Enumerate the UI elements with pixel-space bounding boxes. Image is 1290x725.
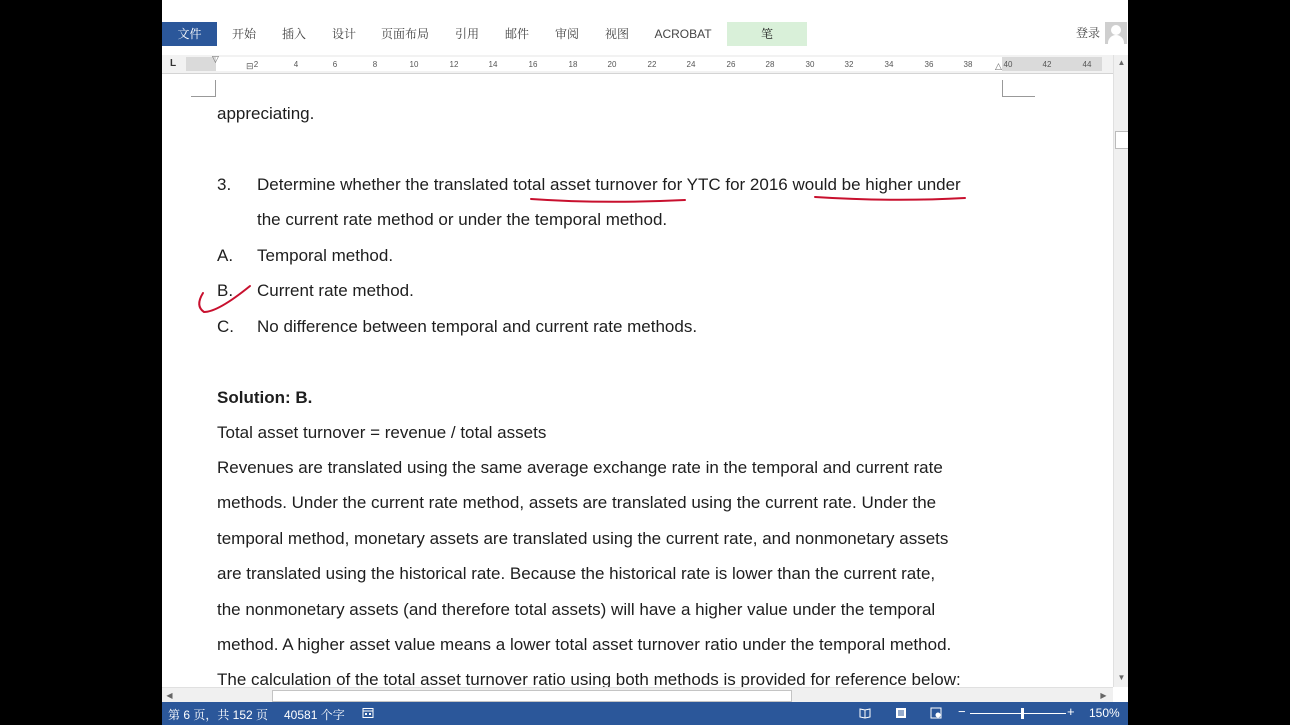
tab-insert[interactable]: 插入 [281, 27, 306, 41]
question-text-part: Determine whether the translated [257, 175, 514, 194]
scroll-up-icon[interactable]: ▲ [1117, 58, 1126, 67]
ruler-tick: 32 [844, 60, 854, 69]
horizontal-scrollbar[interactable] [162, 687, 1113, 703]
scroll-thumb-vertical[interactable] [1115, 131, 1128, 149]
document-page[interactable] [162, 74, 1113, 687]
scroll-left-icon[interactable]: ◀ [166, 691, 173, 700]
underline-stroke-total-asset-turnover [531, 199, 685, 202]
checkmark-icon [199, 286, 250, 312]
ruler-tick: 28 [765, 60, 775, 69]
ruler-tick: 44 [1082, 60, 1092, 69]
word-count[interactable]: 40581 个字 [284, 708, 345, 722]
question-text-part: under [912, 175, 961, 194]
solution-heading: Solution: B. [217, 388, 313, 407]
ruler-tick: 18 [568, 60, 578, 69]
option-letter: A. [217, 246, 234, 265]
question-text-part: for YTC for 2016 [657, 175, 793, 194]
zoom-out-button[interactable]: − [958, 704, 966, 719]
ribbon-tab-bar [162, 0, 1128, 56]
question-line-2: the current rate method or under the temporal method. [257, 210, 668, 229]
ruler-tick: 22 [647, 60, 657, 69]
ruler-tick: 10 [409, 60, 419, 69]
scroll-down-icon[interactable]: ▼ [1117, 673, 1126, 682]
vertical-scrollbar[interactable] [1113, 55, 1128, 687]
option-text: Current rate method. [257, 281, 414, 300]
ruler-bar [162, 55, 1128, 74]
ruler-tick: 40 [1003, 60, 1013, 69]
ruler-tick: 24 [686, 60, 696, 69]
ink-annotations [162, 74, 1113, 687]
zoom-level[interactable]: 150% [1089, 706, 1120, 720]
option-text: No difference between temporal and current rate methods. [257, 317, 698, 336]
ruler-tick: 4 [293, 60, 299, 69]
ruler-tick: 2 [253, 60, 259, 69]
web-layout-icon[interactable] [930, 707, 942, 719]
read-mode-icon[interactable] [859, 707, 871, 719]
paragraph-line: temporal method, monetary assets are translated using the current rate, and nonmonetary assets [217, 529, 949, 548]
tab-home[interactable]: 开始 [231, 27, 256, 41]
zoom-slider[interactable] [970, 713, 1066, 714]
horizontal-ruler[interactable] [186, 54, 1102, 71]
ruler-tick: 6 [332, 60, 338, 69]
scroll-thumb-horizontal[interactable] [272, 690, 792, 702]
scroll-right-icon[interactable]: ▶ [1100, 691, 1107, 700]
hanging-indent-marker-icon[interactable]: ⊟ [246, 61, 254, 71]
zoom-slider-thumb[interactable] [1021, 708, 1024, 719]
ruler-tick: 12 [449, 60, 459, 69]
ruler-tick: 36 [924, 60, 934, 69]
ruler-tick: 14 [488, 60, 498, 69]
ruler-tick: 30 [805, 60, 815, 69]
option-text: Temporal method. [257, 246, 394, 265]
tab-page-layout[interactable]: 页面布局 [380, 27, 429, 41]
ruler-tick: 38 [963, 60, 973, 69]
login-link[interactable]: 登录 [1076, 26, 1101, 40]
right-indent-marker-icon[interactable]: △ [995, 61, 1002, 71]
intro-text: appreciating. [217, 104, 315, 123]
tab-view[interactable]: 视图 [604, 27, 629, 41]
avatar-icon[interactable] [1105, 22, 1127, 44]
tab-review[interactable]: 审阅 [554, 27, 579, 41]
ruler-tick: 42 [1042, 60, 1052, 69]
paragraph-line: Revenues are translated using the same average exchange rate in the temporal and current rate [217, 458, 943, 477]
zoom-in-button[interactable]: + [1067, 704, 1075, 719]
tab-design[interactable]: 设计 [331, 27, 356, 41]
tab-acrobat[interactable]: ACROBAT [654, 27, 712, 41]
proofing-icon[interactable] [362, 707, 374, 719]
highlighted-phrase-would-be-higher: would be higher [792, 175, 913, 194]
print-layout-icon[interactable] [895, 707, 907, 719]
paragraph-line: are translated using the historical rate. Because the historical rate is lower than the current rate, [217, 564, 936, 583]
tab-stop-selector[interactable]: L [169, 58, 177, 69]
ruler-tick: 20 [607, 60, 617, 69]
option-letter: B. [217, 281, 234, 300]
question-number: 3. [217, 175, 232, 194]
underline-stroke-would-be-higher [815, 197, 965, 200]
tab-pen[interactable]: 笔 [727, 22, 807, 46]
ruler-tick: 34 [884, 60, 894, 69]
ruler-tick: 16 [528, 60, 538, 69]
status-bar [162, 702, 1128, 725]
formula-text: Total asset turnover = revenue / total assets [217, 423, 547, 442]
paragraph-line: methods. Under the current rate method, assets are translated using the current rate. Under the [217, 493, 937, 512]
paragraph-line: the nonmonetary assets (and therefore total assets) will have a higher value under the temporal [217, 600, 936, 619]
tab-mailings[interactable]: 邮件 [504, 27, 529, 41]
tab-references[interactable]: 引用 [454, 27, 479, 41]
paragraph-line: method. A higher asset value means a lower total asset turnover ratio under the temporal method. [217, 635, 952, 654]
word-window [162, 0, 1128, 725]
page-counter[interactable]: 第 6 页，共 152 页 [168, 708, 269, 722]
option-letter: C. [217, 317, 234, 336]
highlighted-phrase-total-asset-turnover: total asset turnover [513, 175, 658, 194]
ruler-tick: 8 [372, 60, 378, 69]
paragraph-line: The calculation of the total asset turnover ratio using both methods is provided for reference below: [217, 670, 961, 687]
tab-file[interactable]: 文件 [162, 22, 217, 46]
first-line-indent-marker-icon[interactable]: ▽ [212, 54, 219, 64]
ruler-tick: 26 [726, 60, 736, 69]
